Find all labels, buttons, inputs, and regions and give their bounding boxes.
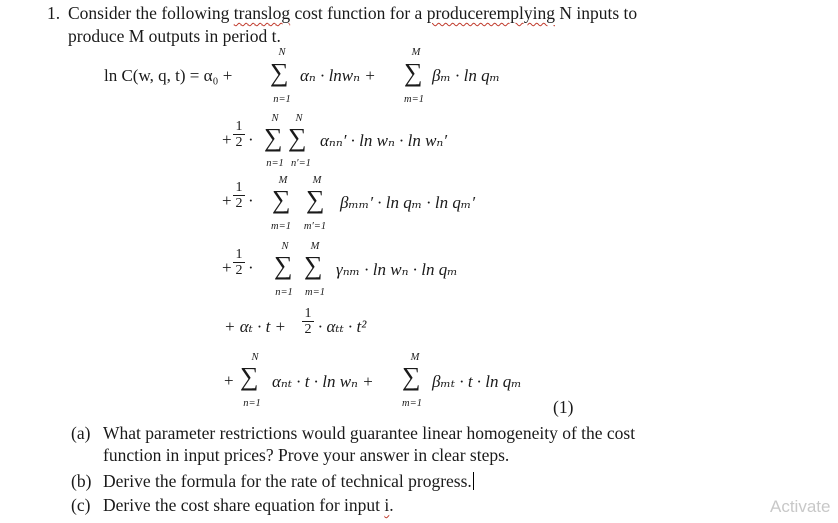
part-c-text: Derive the cost share equation for input: [103, 495, 385, 515]
half-fraction-4: [233, 247, 245, 278]
part-c-end: .: [389, 495, 394, 515]
equation-term1a: αₙ · lnwₙ +: [300, 66, 376, 85]
question-intro-line2: produce M outputs in period t.: [68, 26, 281, 46]
sum9-sigma: ∑: [240, 362, 259, 391]
intro-text-a: Consider the following: [68, 3, 234, 23]
spellcheck-word-produceremplying[interactable]: produceremplying: [426, 3, 555, 23]
sum4-lower: n′=1: [291, 158, 311, 169]
half-fraction-3: [233, 180, 245, 211]
half-numerator: 1: [235, 180, 243, 195]
sum10-lower: m=1: [402, 398, 422, 409]
half-numerator: 1: [304, 306, 312, 321]
equation-term5a: + αₜ · t +: [224, 317, 287, 336]
part-a-line2: function in input prices? Prove your answer in clear steps.: [103, 445, 510, 465]
sum3-upper: N: [271, 113, 279, 124]
part-b-label: (b): [71, 471, 92, 491]
sum2-upper: M: [411, 47, 421, 58]
plus-sign-6: +: [224, 371, 234, 390]
part-a-label: (a): [71, 423, 91, 443]
sum6-lower: m′=1: [303, 221, 327, 232]
sum2-lower: m=1: [404, 94, 424, 105]
equation-lhs: ln C(w, q, t) = α₀ +: [104, 66, 233, 85]
sum8-lower: m=1: [305, 287, 325, 298]
dot-4: ·: [248, 258, 254, 277]
intro-text-b: cost function for a: [290, 3, 427, 23]
intro-text-c: N inputs to: [555, 3, 638, 23]
equation-term1b: βₘ · ln qₘ: [432, 66, 501, 85]
sum3-lower: n=1: [266, 158, 284, 169]
half-denominator: 2: [233, 134, 245, 150]
half-numerator: 1: [235, 247, 243, 262]
spellcheck-word-translog[interactable]: translog: [233, 3, 291, 23]
sum5-lower: m=1: [271, 221, 291, 232]
dot-2: ·: [248, 130, 254, 149]
half-denominator: 2: [302, 321, 314, 337]
sum10-upper: M: [410, 352, 420, 363]
half-fraction-5: [302, 306, 314, 337]
equation-term2: αₙₙ′ · ln wₙ · ln wₙ′: [320, 131, 448, 150]
sum3-sigma: ∑: [264, 123, 283, 152]
plus-sign-3: +: [222, 191, 232, 210]
sum7-sigma: ∑: [274, 251, 293, 280]
equation-term6a: αₙₜ · t · ln wₙ +: [272, 372, 374, 391]
sum5-sigma: ∑: [272, 185, 291, 214]
sum10-sigma: ∑: [402, 362, 421, 391]
part-c-label: (c): [71, 495, 91, 515]
sum1-sigma: ∑: [270, 58, 289, 87]
part-a-line1: What parameter restrictions would guarantee linear homogeneity of the cost: [103, 423, 636, 443]
sum1-lower: n=1: [273, 94, 291, 105]
equation-term6b: βₘₜ · t · ln qₘ: [432, 372, 522, 391]
sum7-lower: n=1: [275, 287, 293, 298]
half-denominator: 2: [233, 262, 245, 278]
question-number: 1.: [47, 3, 61, 23]
part-b-line1[interactable]: [103, 470, 474, 492]
dot-3: ·: [248, 191, 254, 210]
sum6-sigma: ∑: [306, 185, 325, 214]
sum8-sigma: ∑: [304, 251, 323, 280]
sum5-upper: M: [278, 175, 288, 186]
sum2-sigma: ∑: [404, 58, 423, 87]
half-numerator: 1: [235, 119, 243, 134]
part-b-text: Derive the formula for the rate of technical progress.: [103, 471, 472, 491]
sum9-upper: N: [251, 352, 259, 363]
sum4-upper: N: [295, 113, 303, 124]
sum7-upper: N: [281, 241, 289, 252]
sum4-sigma: ∑: [288, 123, 307, 152]
equation-term4: γₙₘ · ln wₙ · ln qₘ: [336, 260, 458, 279]
activate-watermark: Activate: [770, 497, 831, 516]
equation-number: (1): [553, 397, 574, 417]
plus-sign-4: +: [222, 258, 232, 277]
half-fraction-2: [233, 119, 245, 150]
part-c-line1: [103, 494, 394, 516]
sum1-upper: N: [278, 47, 286, 58]
text-cursor: [473, 472, 474, 490]
equation-term5b: · αₜₜ · t²: [318, 317, 367, 336]
sum8-upper: M: [310, 241, 320, 252]
sum9-lower: n=1: [243, 398, 261, 409]
spellcheck-word-i[interactable]: i: [384, 495, 390, 515]
sum6-upper: M: [312, 175, 322, 186]
plus-sign-2: +: [222, 130, 232, 149]
question-intro-line1: [68, 2, 637, 24]
half-denominator: 2: [233, 195, 245, 211]
equation-term3: βₘₘ′ · ln qₘ · ln qₘ′: [340, 193, 476, 212]
